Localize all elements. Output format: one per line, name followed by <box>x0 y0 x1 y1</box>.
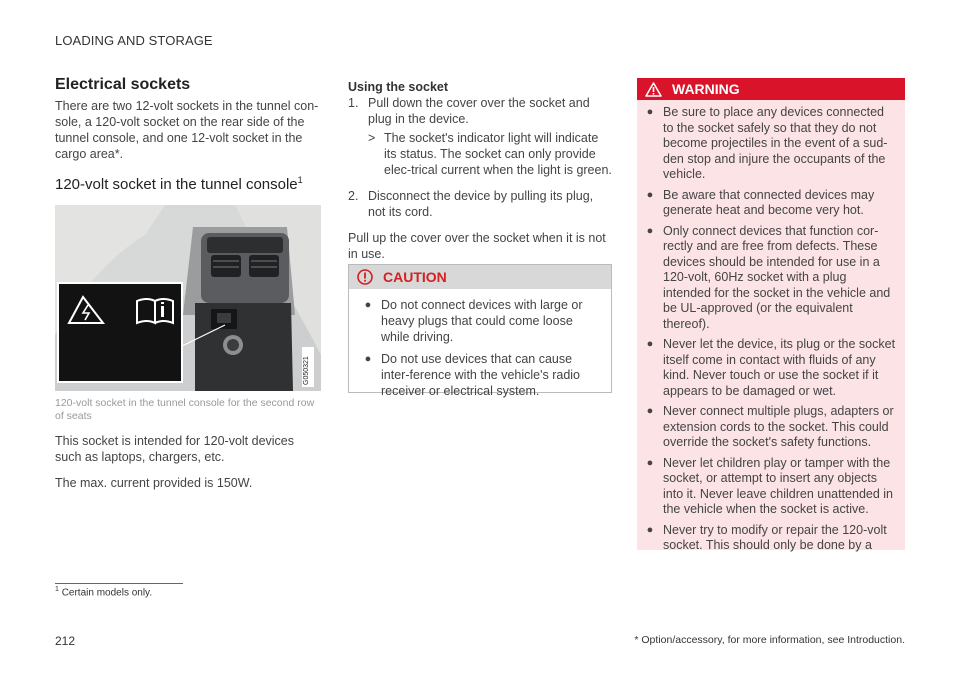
warning-item-text: Be sure to place any devices connected to the socket safely so that they do not become projectiles in the event of a sud-den stop and injure the occupants of the vehicle. <box>663 105 888 181</box>
warning-list <box>637 100 905 554</box>
step-1-text: Pull down the cover over the socket and plug in the device. <box>368 96 590 126</box>
warning-item-text: Be aware that connected devices may generate heat and become very hot. <box>663 187 875 217</box>
warning-item: ● Be aware that connected devices may generate heat and become very hot. <box>637 188 897 219</box>
caution-label: CAUTION <box>383 269 447 285</box>
footnote <box>55 586 152 598</box>
step-2 <box>348 188 612 220</box>
section-header: LOADING AND STORAGE <box>55 33 213 48</box>
result-text: The socket's indicator light will indicate its status. The socket can only provide elec-trical current when the light is green. <box>384 131 612 177</box>
warning-box <box>637 78 905 550</box>
footnote-ref: 1 <box>297 175 303 185</box>
step-2-text: Disconnect the device by pulling its plug, not its cord. <box>368 189 594 219</box>
caution-item: ● Do not connect devices with large or heavy plugs that could come loose while driving. <box>355 297 599 345</box>
warning-triangle-icon <box>645 82 662 97</box>
caution-item-text: Do not connect devices with large or heavy plugs that could come loose while driving. <box>381 298 583 344</box>
caution-item-text: Do not use devices that can cause inter-ference with the vehicle's radio receiver or electrical system. <box>381 352 581 398</box>
caution-item: ● Do not use devices that can cause inter-ference with the vehicle's radio receiver or electrical system. <box>355 351 599 399</box>
warning-item-text: Never let the device, its plug or the socket itself come in contact with fluids of any kind. Never touch or use the socket if it appears to be damaged or wet. <box>663 337 896 398</box>
warning-header <box>637 78 905 100</box>
warning-item: ● Never let the device, its plug or the socket itself come in contact with fluids of any kind. Never touch or use the socket if it appears to be damaged or wet. <box>646 337 896 398</box>
step-1 <box>348 95 612 127</box>
step-2-number: 2. <box>348 189 359 203</box>
subheading-text: 120-volt socket in the tunnel console <box>55 176 298 193</box>
left-paragraph-2: The max. current provided is 150W. <box>55 476 253 490</box>
warning-item: ● Never try to modify or repair the 120-volt socket. This should only be done by a <box>637 523 897 554</box>
socket-photo-illustration <box>55 205 321 391</box>
step-1-number: 1. <box>348 96 359 110</box>
warning-item: ● Only connect devices that function cor-rectly and are free from defects. These devices should be intended for use in a 120-volt, 60Hz socket with a plug intended for the socket in the vehicle and be UL-approved (or the equivalent thereof). <box>637 224 897 333</box>
page-number: 212 <box>55 634 76 648</box>
caution-list <box>349 289 611 399</box>
photo-caption: 120-volt socket in the tunnel console for the second row of seats <box>55 397 315 422</box>
warning-item: ● Never let children play or tamper with the socket, or attempt to insert any objects into it. Never leave children unattended in the vehicle when the socket is active. <box>637 456 897 518</box>
warning-item-text: Never connect multiple plugs, adapters or extension cords to the socket. This could override the socket's safety functions. <box>663 404 894 449</box>
footnote-number: 1 <box>55 586 59 593</box>
caution-box <box>348 264 612 398</box>
footnote-text: Certain models only. <box>61 587 153 599</box>
middle-column <box>348 80 612 262</box>
warning-item-text: Never let children play or tamper with the socket, or attempt to insert any objects into it. Never leave children unattended in the vehicle when the socket is active. <box>663 455 894 516</box>
subheading <box>55 175 321 193</box>
footnote-divider <box>55 583 183 584</box>
image-code: G050321 <box>303 356 310 385</box>
option-note: * Option/accessory, for more information, see Introduction. <box>634 634 905 646</box>
warning-item-text: Only connect devices that function cor-rectly and are free from defects. These devices should be intended for use in a 120-volt, 60Hz socket with a plug intended for the socket in the vehicle and be UL-approved (or the equivalent thereof). <box>663 223 891 331</box>
intro-paragraph: There are two 12-volt sockets in the tunnel con-sole, a 120-volt socket on the rear side of the tunnel console, and one 12-volt socket in the cargo area*. <box>55 99 319 161</box>
using-socket-heading: Using the socket <box>348 80 449 94</box>
left-column <box>55 76 321 491</box>
page-title: Electrical sockets <box>55 76 191 93</box>
warning-item: ● Be sure to place any devices connected to the socket safely so that they do not become projectiles in the event of a sud-den stop and injure the occupants of the vehicle. <box>637 105 897 183</box>
step-1-result <box>368 130 612 178</box>
socket-photo <box>55 205 321 391</box>
warning-item: ● Never connect multiple plugs, adapters or extension cords to the socket. This could override the socket's safety functions. <box>637 404 897 451</box>
left-paragraph-1: This socket is intended for 120-volt devices such as laptops, chargers, etc. <box>55 434 295 464</box>
closing-paragraph: Pull up the cover over the socket when it is not in use. <box>348 231 606 261</box>
warning-label: WARNING <box>672 81 740 97</box>
result-arrow: > <box>368 131 376 145</box>
exclamation-circle-icon <box>357 269 373 285</box>
caution-header <box>349 265 611 289</box>
warning-item-text: Never try to modify or repair the 120-volt socket. This should only be done by a <box>663 522 887 552</box>
